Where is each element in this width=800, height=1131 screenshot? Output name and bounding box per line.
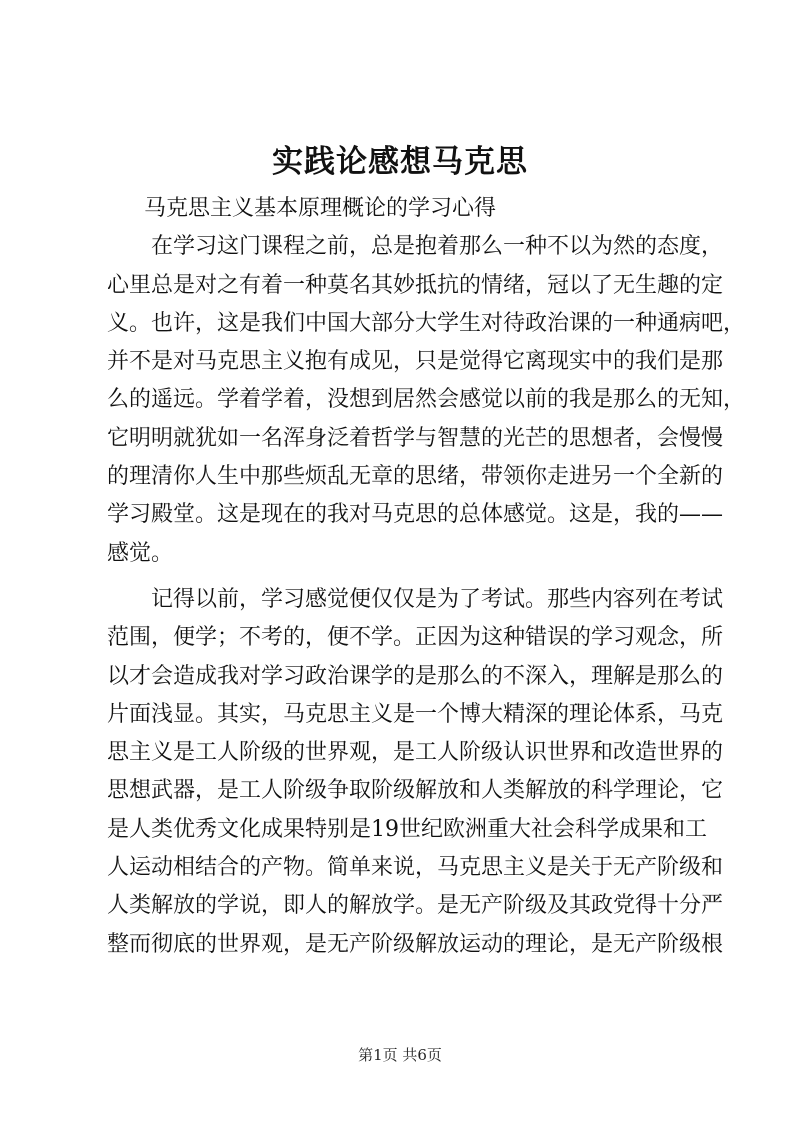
text-line: 记得以前，学习感觉便仅仅是为了考试。那些内容列在考试 (151, 586, 724, 612)
paragraph-2 (107, 581, 724, 964)
text-line: 并不是对马克思主义抱有成见，只是觉得它离现实中的我们是那 (107, 349, 724, 375)
text-line: 心里总是对之有着一种莫名其妙抵抗的情绪，冠以了无生趣的定 (107, 272, 724, 298)
text-line: 思想武器，是工人阶级争取阶级解放和人类解放的科学理论，它 (107, 778, 724, 804)
paragraph-1 (107, 228, 746, 573)
document-title: 实践论感想马克思 (272, 144, 528, 180)
text-line: 在学习这门课程之前，总是抱着那么一种不以为然的态度， (151, 234, 724, 260)
text-line: 范围，便学；不考的，便不学。正因为这种错误的学习观念，所 (107, 625, 724, 651)
paragraph-gap (107, 573, 701, 581)
text-line: 思主义是工人阶级的世界观，是工人阶级认识世界和改造世界的 (107, 740, 724, 766)
text-line: 是人类优秀文化成果特别是19世纪欧洲重大社会科学成果和工 (107, 816, 707, 842)
text-line: 义。也许，这是我们中国大部分大学生对待政治课的一种通病吧， (107, 310, 746, 336)
text-line: 以才会造成我对学习政治课学的是那么的不深入，理解是那么的 (107, 663, 724, 689)
text-line: 整而彻底的世界观，是无产阶级解放运动的理论，是无产阶级根 (107, 931, 724, 957)
text-line: 它明明就犹如一名浑身泛着哲学与智慧的光芒的思想者，会慢慢 (107, 425, 724, 451)
text-line: 学习殿堂。这是现在的我对马克思的总体感觉。这是，我的—— (107, 502, 724, 528)
text-line: 片面浅显。其实，马克思主义是一个博大精深的理论体系，马克 (107, 701, 724, 727)
text-line: 感觉。 (107, 540, 174, 566)
text-line: 的理清你人生中那些烦乱无章的思绪，带领你走进另一个全新的 (107, 464, 724, 490)
subtitle-line: 马克思主义基本原理概论的学习心得 (144, 196, 497, 221)
text-line: 么的遥远。学着学着，没想到居然会感觉以前的我是那么的无知， (107, 387, 746, 413)
text-line: 人类解放的学说，即人的解放学。是无产阶级及其政党得十分严 (107, 893, 724, 919)
text-line: 人运动相结合的产物。简单来说，马克思主义是关于无产阶级和 (107, 855, 724, 881)
page-footer: 第1页 共6页 (358, 1046, 442, 1064)
document-body (107, 190, 746, 964)
